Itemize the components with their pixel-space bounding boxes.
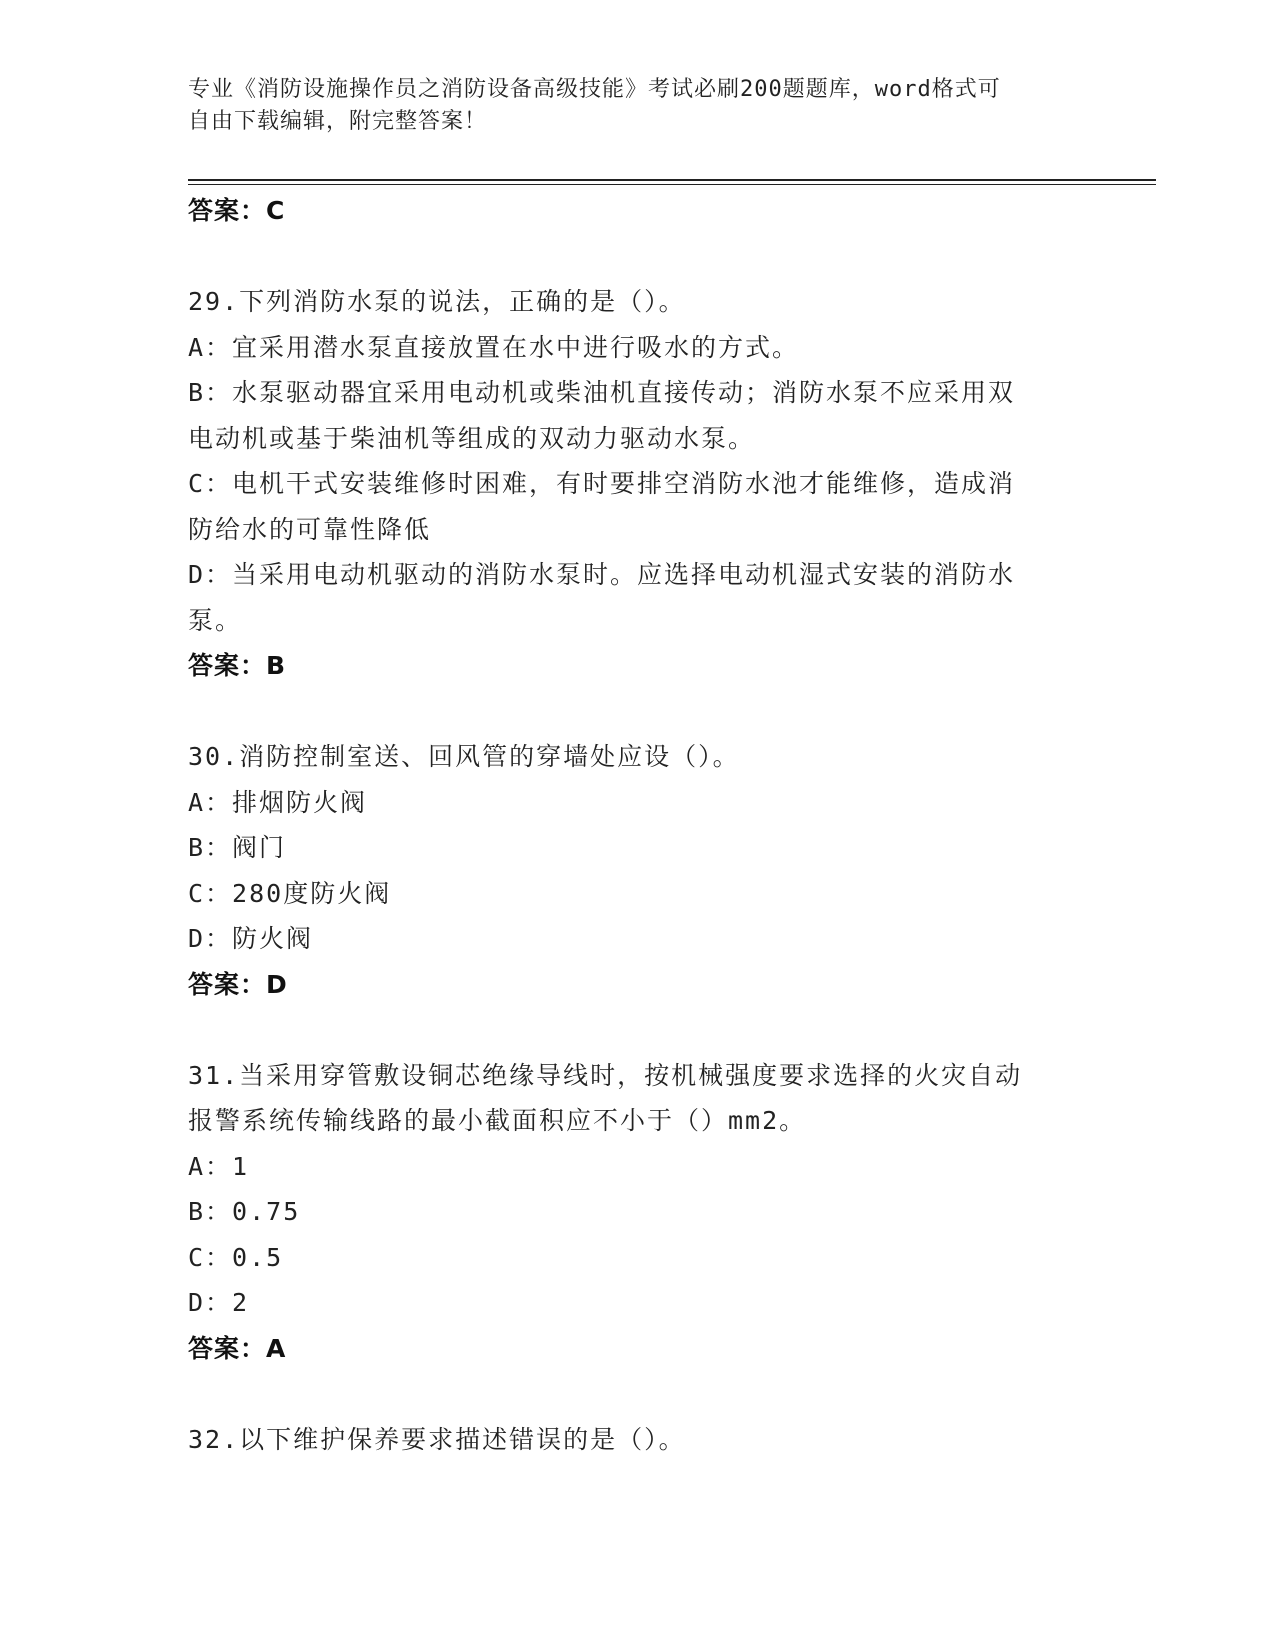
option-c: C：0.5 (188, 1242, 284, 1272)
answer: 答案：D (188, 969, 288, 999)
option-b: B：水泵驱动器宜采用电动机或柴油机直接传动；消防水泵不应采用双 (188, 378, 1016, 407)
question-stem: 31.当采用穿管敷设铜芯绝缘导线时，按机械强度要求选择的火灾自动 (188, 1060, 1023, 1090)
option-c: C：电机干式安装维修时困难，有时要排空消防水池才能维修，造成消 (188, 469, 1016, 498)
header-rule-thick (188, 179, 1156, 181)
question-stem: 29.下列消防水泵的说法，正确的是（）。 (188, 287, 686, 316)
option-d-cont: 泵。 (188, 605, 243, 635)
spacer (188, 689, 1068, 735)
option-b: B：阀门 (188, 833, 287, 862)
option-d: D：防火阀 (188, 924, 314, 953)
spacer (188, 1371, 1068, 1417)
question-32 (188, 1417, 1068, 1463)
question-31 (188, 1053, 1068, 1372)
question-29 (188, 279, 1068, 689)
answer: 答案：B (188, 651, 287, 680)
option-c-cont: 防给水的可靠性降低 (188, 514, 432, 544)
answer: 答案：A (188, 1333, 287, 1363)
spacer (188, 1007, 1068, 1053)
question-list (188, 188, 1068, 1462)
question-stem: 30.消防控制室送、回风管的穿墙处应设（）。 (188, 742, 740, 771)
option-d: D：当采用电动机驱动的消防水泵时。应选择电动机湿式安装的消防水 (188, 560, 1016, 589)
document-header (188, 74, 1068, 138)
option-c: C：280度防火阀 (188, 878, 392, 908)
spacer (188, 234, 1068, 280)
option-a: A：宜采用潜水泵直接放置在水中进行吸水的方式。 (188, 332, 800, 362)
previous-answer: 答案：C (188, 196, 286, 225)
question-stem: 32.以下维护保养要求描述错误的是（）。 (188, 1424, 686, 1454)
option-b-cont: 电动机或基于柴油机等组成的双动力驱动水泵。 (188, 423, 756, 453)
option-a: A：排烟防火阀 (188, 787, 368, 817)
header-rule-thin (188, 184, 1156, 185)
header-line-1: 专业《消防设施操作员之消防设备高级技能》考试必刷200题题库，word格式可 (188, 77, 1001, 102)
question-stem-cont: 报警系统传输线路的最小截面积应不小于（）mm2。 (188, 1106, 807, 1135)
option-b: B：0.75 (188, 1197, 301, 1226)
option-d: D：2 (188, 1288, 250, 1317)
question-30 (188, 734, 1068, 1007)
option-a: A：1 (188, 1151, 250, 1181)
header-line-2: 自由下载编辑，附完整答案！ (188, 109, 488, 134)
